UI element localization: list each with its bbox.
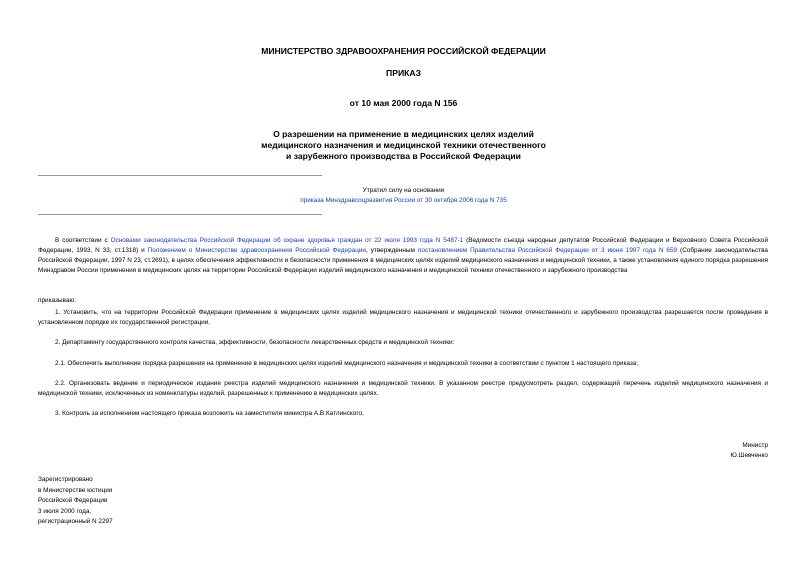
clause-2-1: 2.1. Обеспечить выполнение порядка разрешения на применение в медицинских целях изделий медицинского назначения и медицинской техники в соответствии с пунктом 1 настоящего приказа;: [55, 360, 639, 367]
signature-position: Министр: [742, 442, 768, 449]
title-line: медицинского назначения и медицинской техники отечественного: [261, 140, 546, 150]
repeal-order-link[interactable]: приказа Минздравсоцразвития России от 30 октября 2006 года N 735: [300, 197, 507, 204]
title-line: О разрешении на применение в медицинских целях изделий: [273, 129, 534, 139]
ministry-heading: МИНИСТЕРСТВО ЗДРАВООХРАНЕНИЯ РОССИЙСКОЙ ФЕДЕРАЦИИ: [261, 46, 546, 56]
registration-line: Российской Федерации: [38, 497, 108, 504]
document-title: [0, 129, 807, 162]
preamble-paragraph: В соответствии с Основами законодательства Российской Федерации об охране здоровья граждан от 22 июля 1993 года N 5487-1 (Ведомости съезда народных депутатов Российской Федерации и Верховного Совета Российской Федерации, 1993, N 33, ст.1318) и Положением о Министерстве здравоохранения Российской Федерации, утвержденным постановлением Правительства Российской Федерации от 3 июня 1997 года N 659 (Собрание законодательства Российской Федерации, 1997 N 23, ст.2691), в целях обеспечения эффективности и безопасности применения в медицинских целях изделий медицинского назначения и медицинской техники, а также установления единого порядка разрешения Минздравом России применения в медицинских целях на территории Российской Федерации изделий медицинского назначения и медицинской техники отечественного и зарубежного производства: [38, 237, 769, 274]
signature-name: Ю.Шевченко: [730, 452, 768, 459]
separator-bottom: [38, 214, 322, 215]
clause-1: 1. Установить, что на территории Российской Федерации применение в медицинских целях изделий медицинского назначения и медицинской техники отечественного и зарубежного производства разрешается после проведения в установленном порядке их государственной регистрации.: [38, 309, 768, 326]
ministry-regulation-link[interactable]: Положением о Министерстве здравоохранения Российской Федерации: [147, 247, 366, 254]
health-law-link[interactable]: Основами законодательства Российской Федерации об охране здоровья граждан от 22 июля 1993 года N 5487-1: [110, 237, 464, 244]
registration-line: 3 июля 2000 года,: [38, 507, 92, 515]
status-note-text: Утратил силу на основании: [362, 187, 445, 194]
clause-2: 2. Департаменту государственного контроля качества, эффективности, безопасности лекарственных средств и медицинской техники:: [55, 339, 455, 346]
date-number-heading: от 10 мая 2000 года N 156: [349, 98, 458, 108]
registration-line: Зарегистрировано: [38, 476, 93, 483]
registration-line: в Министерстве юстиции: [38, 486, 113, 494]
doc-type-heading: ПРИКАЗ: [386, 68, 421, 78]
registration-line: регистрационный N 2297: [38, 518, 113, 525]
separator-top: [38, 175, 322, 176]
government-decree-link[interactable]: постановлением Правительства Российской Федерации от 3 июня 1997 года N 659: [417, 247, 678, 254]
order-word: приказываю:: [38, 297, 76, 304]
title-line: и зарубежного производства в Российской Федерации: [286, 151, 521, 161]
clause-2-2: 2.2. Организовать ведение и периодическое издание реестра изделий медицинского назначения и медицинской техники. В указанном реестре предусмотреть раздел, содержащий перечень изделий медицинского назначения и медицинской техники, исключенных из номенклатуры изделий, разрешенных к применению в медицинских целях.: [38, 380, 768, 397]
clause-3: 3. Контроль за исполнением настоящего приказа возложить на заместителя министра А.В.Катлинского.: [55, 410, 364, 417]
